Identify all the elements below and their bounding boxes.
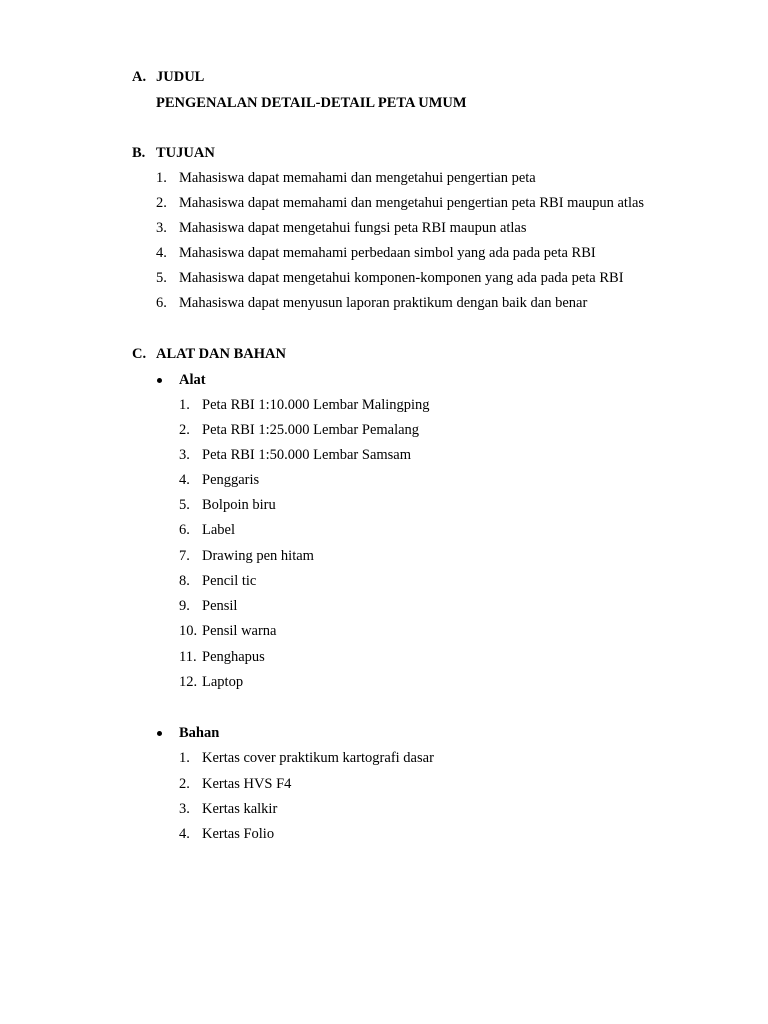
list-text: Mahasiswa dapat mengetahui fungsi peta RBI maupun atlas bbox=[179, 220, 527, 236]
list-number: 2. bbox=[179, 776, 190, 792]
document-title: PENGENALAN DETAIL-DETAIL PETA UMUM bbox=[156, 95, 467, 111]
list-number: 2. bbox=[156, 195, 167, 211]
list-number: 5. bbox=[156, 270, 167, 286]
list-text: Mahasiswa dapat memahami dan mengetahui pengertian peta bbox=[179, 170, 536, 186]
list-text: Peta RBI 1:50.000 Lembar Samsam bbox=[202, 447, 412, 463]
bullet-icon bbox=[157, 731, 162, 736]
list-text: Laptop bbox=[202, 674, 244, 690]
section-a-letter: A. bbox=[132, 69, 147, 85]
list-number: 2. bbox=[179, 422, 190, 438]
list-text: Mahasiswa dapat menyusun laporan praktikum dengan baik dan benar bbox=[179, 295, 588, 311]
list-number: 1. bbox=[156, 170, 167, 186]
alat-label: Alat bbox=[179, 372, 206, 388]
list-text: Pensil warna bbox=[202, 623, 277, 639]
list-text: Mahasiswa dapat memahami dan mengetahui pengertian peta RBI maupun atlas bbox=[179, 195, 645, 211]
list-number: 6. bbox=[179, 522, 190, 538]
bullet-icon bbox=[157, 378, 162, 383]
section-c-letter: C. bbox=[132, 346, 147, 362]
list-number: 3. bbox=[179, 447, 190, 463]
list-text: Label bbox=[202, 522, 236, 538]
section-b-letter: B. bbox=[132, 145, 146, 161]
list-number: 5. bbox=[179, 497, 190, 513]
list-text: Peta RBI 1:25.000 Lembar Pemalang bbox=[202, 422, 420, 438]
section-a-heading: JUDUL bbox=[156, 69, 205, 85]
list-number: 1. bbox=[179, 397, 190, 413]
list-text: Bolpoin biru bbox=[202, 497, 276, 513]
list-number: 4. bbox=[179, 826, 190, 842]
list-number: 1. bbox=[179, 750, 190, 766]
list-number: 9. bbox=[179, 598, 190, 614]
list-text: Penggaris bbox=[202, 472, 260, 488]
list-text: Kertas cover praktikum kartografi dasar bbox=[202, 750, 434, 766]
list-number: 12. bbox=[179, 674, 198, 690]
list-number: 4. bbox=[156, 245, 167, 261]
list-number: 3. bbox=[156, 220, 167, 236]
list-text: Kertas kalkir bbox=[202, 801, 278, 817]
list-number: 3. bbox=[179, 801, 190, 817]
bahan-label: Bahan bbox=[179, 725, 220, 741]
list-text: Mahasiswa dapat memahami perbedaan simbol yang ada pada peta RBI bbox=[179, 245, 596, 261]
list-text: Penghapus bbox=[202, 649, 265, 665]
list-text: Drawing pen hitam bbox=[202, 548, 314, 564]
section-b-heading: TUJUAN bbox=[156, 145, 215, 161]
list-text: Pencil tic bbox=[202, 573, 257, 589]
list-number: 7. bbox=[179, 548, 190, 564]
list-number: 10. bbox=[179, 623, 198, 639]
list-text: Mahasiswa dapat mengetahui komponen-komponen yang ada pada peta RBI bbox=[179, 270, 624, 286]
list-text: Pensil bbox=[202, 598, 238, 614]
list-number: 11. bbox=[179, 649, 197, 665]
list-text: Kertas Folio bbox=[202, 826, 275, 842]
list-text: Kertas HVS F4 bbox=[202, 776, 292, 792]
list-number: 8. bbox=[179, 573, 190, 589]
list-text: Peta RBI 1:10.000 Lembar Malingping bbox=[202, 397, 430, 413]
list-number: 4. bbox=[179, 472, 190, 488]
section-c-heading: ALAT DAN BAHAN bbox=[156, 346, 286, 362]
list-number: 6. bbox=[156, 295, 167, 311]
